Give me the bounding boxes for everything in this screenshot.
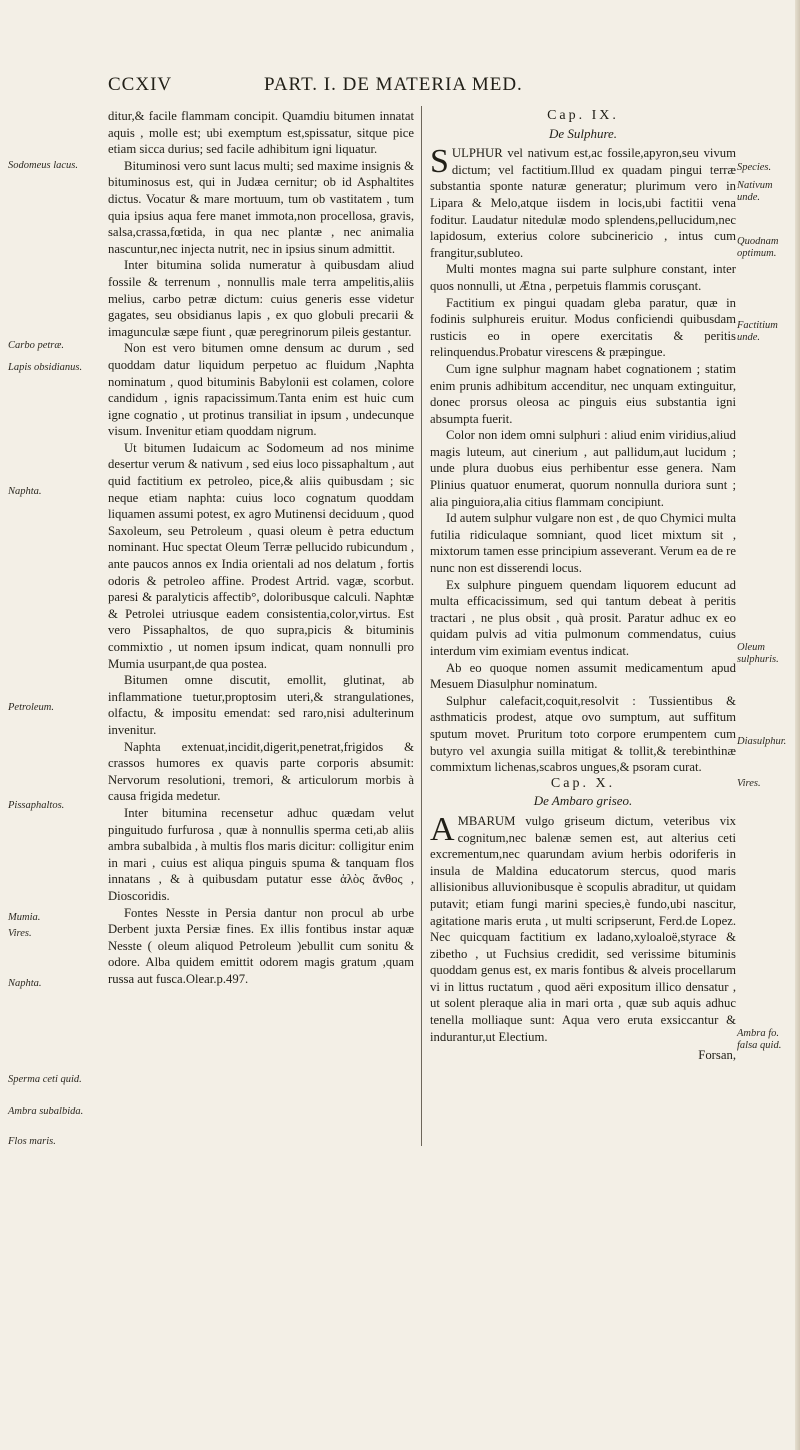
running-title: PART. I. DE MATERIA MED.	[264, 74, 523, 95]
chapter-heading: Cap. IX.	[547, 108, 619, 123]
paragraph: Non est vero bitumen omne densum ac durum , sed quoddam datur liquidum perpetuo ac fluidum ,Naphta nominatum , quod bituminis Babylonii est colamen, colore candidum , ignis rapacissimum.Tanta enim est huic cum igne cognatio , ut protinus transiliat in ipsum , undecunque visum. Invenitur etiam quoddam nigrum.	[108, 341, 414, 439]
margin-note: Oleum sulphuris.	[737, 642, 779, 665]
margin-note: Diasulphur.	[737, 736, 787, 747]
column-divider	[421, 106, 422, 1146]
margin-note: Ambra fo. falsa quid.	[737, 1028, 782, 1051]
margin-note: Nativum unde.	[737, 180, 773, 203]
margin-note: Sodomeus lacus.	[8, 160, 78, 171]
margin-note: Ambra subalbida.	[8, 1106, 84, 1117]
margin-note: Naphta.	[8, 978, 42, 989]
paragraph	[430, 810, 736, 1045]
paragraph: Multi montes magna sui parte sulphure constant, inter quos nonnulli, ut Ætna , perpetuis flammis corusçant.	[430, 262, 736, 293]
paragraph: Ut bitumen Iudaicum ac Sodomeum ad nos minime desertur verum & nativum , sed eius loco pissaphaltum , aut quid factitium ex petroleo, pice,& aliis quibusdam ; sic neque etiam naphta: cuius loco cognatum quoddam liquamen assumi potest, ex agro Mutinensi deciduum , quod Saxoleum, seu Petroleum , quasi oleum è petra eductum nominant. Huc spectat Oleum Terræ pellucido rubicundum , ante paucos annos ex India orientali ad nos delatum , fortis odoris & petroleo affine. Prodest Artrid. vagæ, scorbut. paresi & paralyticis affectib°, doloribusque calculi. Naphtæ & Petrolei utriusque eadem consistentia,color,virtus. Est vero Pissaphaltos, de quo supra,picis & bituminis commixtio , ut nomen ipsum indicat, quam nonnulli pro Mumia usurpant,de qua postea.	[108, 440, 414, 671]
drop-cap: A	[430, 810, 455, 848]
paragraph: Ex sulphure pinguem quendam liquorem educunt ad multa efficacissimum, sed qui tantum debeat à peritis tractari , ne plus obsit , quà prosit. Paratur adhuc ex eo quidam pulvis ad vitia pulmonum commendatus, cuius interdum vim eximiam eventus indicat.	[430, 577, 736, 658]
paragraph: Color non idem omni sulphuri : aliud enim viridius,aliud magis luteum, aut cinerium , aut pallidum,aut lucidum ; unde plura duobus eius perhibentur esse genera. Nam Plinius quatuor enumerat, quorum nonnulla duriora sunt ; alia pinguiora,alia citius flammam concipiunt.	[430, 428, 736, 509]
paragraph: Sulphur calefacit,coquit,resolvit : Tussientibus & asthmaticis prodest, atque ovo sumptum, aut suffitum sputum movet. Pruritum toto corpore erumpentem cum butyro vel axungia suilla mitigat & tollit,& terebinthinæ commixtum lichenas,scabros ungues,& psoram curat.	[430, 693, 736, 775]
margin-note: Vires.	[737, 778, 761, 789]
paragraph-text: ULPHUR vel nativum est,ac fossile,apyron,seu vivum dictum; vel factitium.Illud ex quadam pingui terræ substantia sponte naturæ generatur; plurimum vero in Lipara & Melo,atque iisdem in locis,ubi factitii vena foditur. Laudatur nitedulæ modo splendens,pellucidum,nec lapidosum, exterius colore subcinericio , intus cum frangitur,subluteo.	[430, 146, 736, 260]
margin-note: Naphta.	[8, 486, 42, 497]
paragraph: Ab eo quoque nomen assumit medicamentum apud Mesuem Diasulphur nominatum.	[430, 660, 736, 692]
margin-note: Species.	[737, 162, 772, 173]
margin-note: Pissaphaltos.	[8, 800, 65, 811]
margin-note: Sperma ceti quid.	[8, 1074, 82, 1085]
chapter-heading: Cap. X.	[550, 775, 616, 791]
paragraph: Inter bitumina solida numeratur à quibusdam aliud fossile & terrenum , nonnullis male terra ampelitis,aliis melius, carbo petræ dictum: cuius generis esse videtur gagates, seu obsidianus lapis , ex quo globuli precarii & imagunculæ sæpe fiunt , quæ peregrinorum pileis gestantur.	[108, 258, 414, 339]
paragraph: Factitium ex pingui quadam gleba paratur, quæ in fodinis sulphureis eruitur. Modus conficiendi quibusdam rusticis eo in opere exercitatis & peritis relinquendus.Probatur virescens & præpingue.	[430, 295, 736, 360]
paragraph: Id autem sulphur vulgare non est , de quo Chymici multa futilia ridiculaque somniant, quod licet mixtum sit , mixtorum tamen esse principium asseverant. Verum ea de re nunc non est disserendi locus.	[430, 511, 736, 576]
margin-note: Quodnam optimum.	[737, 236, 779, 259]
page-edge-shadow	[795, 0, 800, 1450]
paragraph: ditur,& facile flammam concipit. Quamdiu bitumen innatat aquis , molle est; ubi exemptum est,spissatur, sitque pice etiam sicca durius; sed facile adhibitum igni liquatur.	[108, 109, 414, 157]
paragraph: Bitumen omne discutit, emollit, glutinat, ab inflammatione tuetur,proptosim uteri,& strangulationes, olfactu, & impositu emendat: sed raro,nisi adulterinum invenitur.	[108, 673, 414, 737]
margin-note: Carbo petræ.	[8, 340, 65, 351]
paragraph: Cum igne sulphur magnam habet cognationem ; statim enim prunis adhibitum accenditur, nec unquam extinguitur, donec prorsus oleosa ac pinguis eius substantia igni absumpta fuerit.	[430, 361, 736, 426]
margin-note: Vires.	[8, 928, 32, 939]
margin-note: Factitium unde.	[737, 320, 778, 343]
left-column	[108, 108, 414, 987]
paragraph	[430, 145, 736, 261]
paragraph: Bituminosi vero sunt lacus multi; sed maxime insignis & bituminosus est, qui in Judæa cernitur; ob id Asphaltites dictus. Vocatur & mare mortuum, tum ob vastitatem , tum quia ipsius aqua fere manet immota,non procellosa, gravis, salsa,crassa,fœtida, in qua nec plantæ , nec animalia nascuntur,nec injecta nutrit, nec in ipsius sinum admittit.	[108, 158, 414, 256]
right-column	[430, 108, 736, 1064]
margin-note: Mumia.	[8, 912, 41, 923]
margin-note: Flos maris.	[8, 1136, 56, 1147]
paragraph: Naphta extenuat,incidit,digerit,penetrat,frigidos & crassos humores ex quavis parte corporis absumit: Nervorum resolutioni, tremori, & articulorum morbis à causa frigida medetur.	[108, 739, 414, 804]
catchword: Forsan,	[698, 1048, 736, 1063]
page-number: CCXIV	[108, 74, 173, 95]
paragraph: Inter bitumina recensetur adhuc quædam velut pinguitudo furfurosa , quæ à nonnullis sperma ceti,ab aliis ambra subalbida , à multis flos maris dicitur: colligitur enim in mari , cuius est aliqua pinguis spuma & tanquam flos innatans , & à quibusdam putatur esse ἀλὸς ἄνθος , Dioscoridis.	[108, 805, 414, 903]
drop-cap: S	[430, 143, 449, 181]
chapter-subject: De Sulphure.	[548, 125, 618, 141]
chapter-subject: De Ambaro griseo.	[533, 793, 633, 809]
margin-note: Lapis obsidianus.	[8, 362, 83, 373]
paragraph-text: MBARUM vulgo griseum dictum, veteribus vix cognitum,nec balenæ semen est, aut alterius ceti excrementum,nec quarundam avium herbis odoriferis in insula de Maldina educatorum stercus, quod maris allisionibus alluvionibusque è scopulis abraditur, ut quidam putavit; etiam fungi marini species,è fundo,ubi nascitur, agitatione maris eruta , ut multi scripserunt, Ferd.de Lopez. Nec quicquam factitium ex ladano,xyloaloë,styrace & zibetho , ut Fuchsius credidit, sed verissime bituminis quoddam genus est, ex maris fontibus & alveis procellarum vi in littus ructatum , quod aëri expositum illico densatur , ut solent pleraque alia in mari orta , quæ sub aquis adhuc tenella molliaque sunt: Aqua vero eruta exsiccantur & indurantur,ut Electium.	[430, 813, 736, 1044]
paragraph: Fontes Nesste in Persia dantur non procul ab urbe Derbent juxta Persiæ fines. Ex illis fontibus instar aquæ Nesste ( oleum aliquod Petroleum )ebullit cum sonitu & odore. Alba quidem emittit odorem magis gratum ,quam russa aut fusca.Olear.p.497.	[108, 905, 414, 986]
margin-note: Petroleum.	[8, 702, 54, 713]
running-header	[108, 74, 748, 104]
